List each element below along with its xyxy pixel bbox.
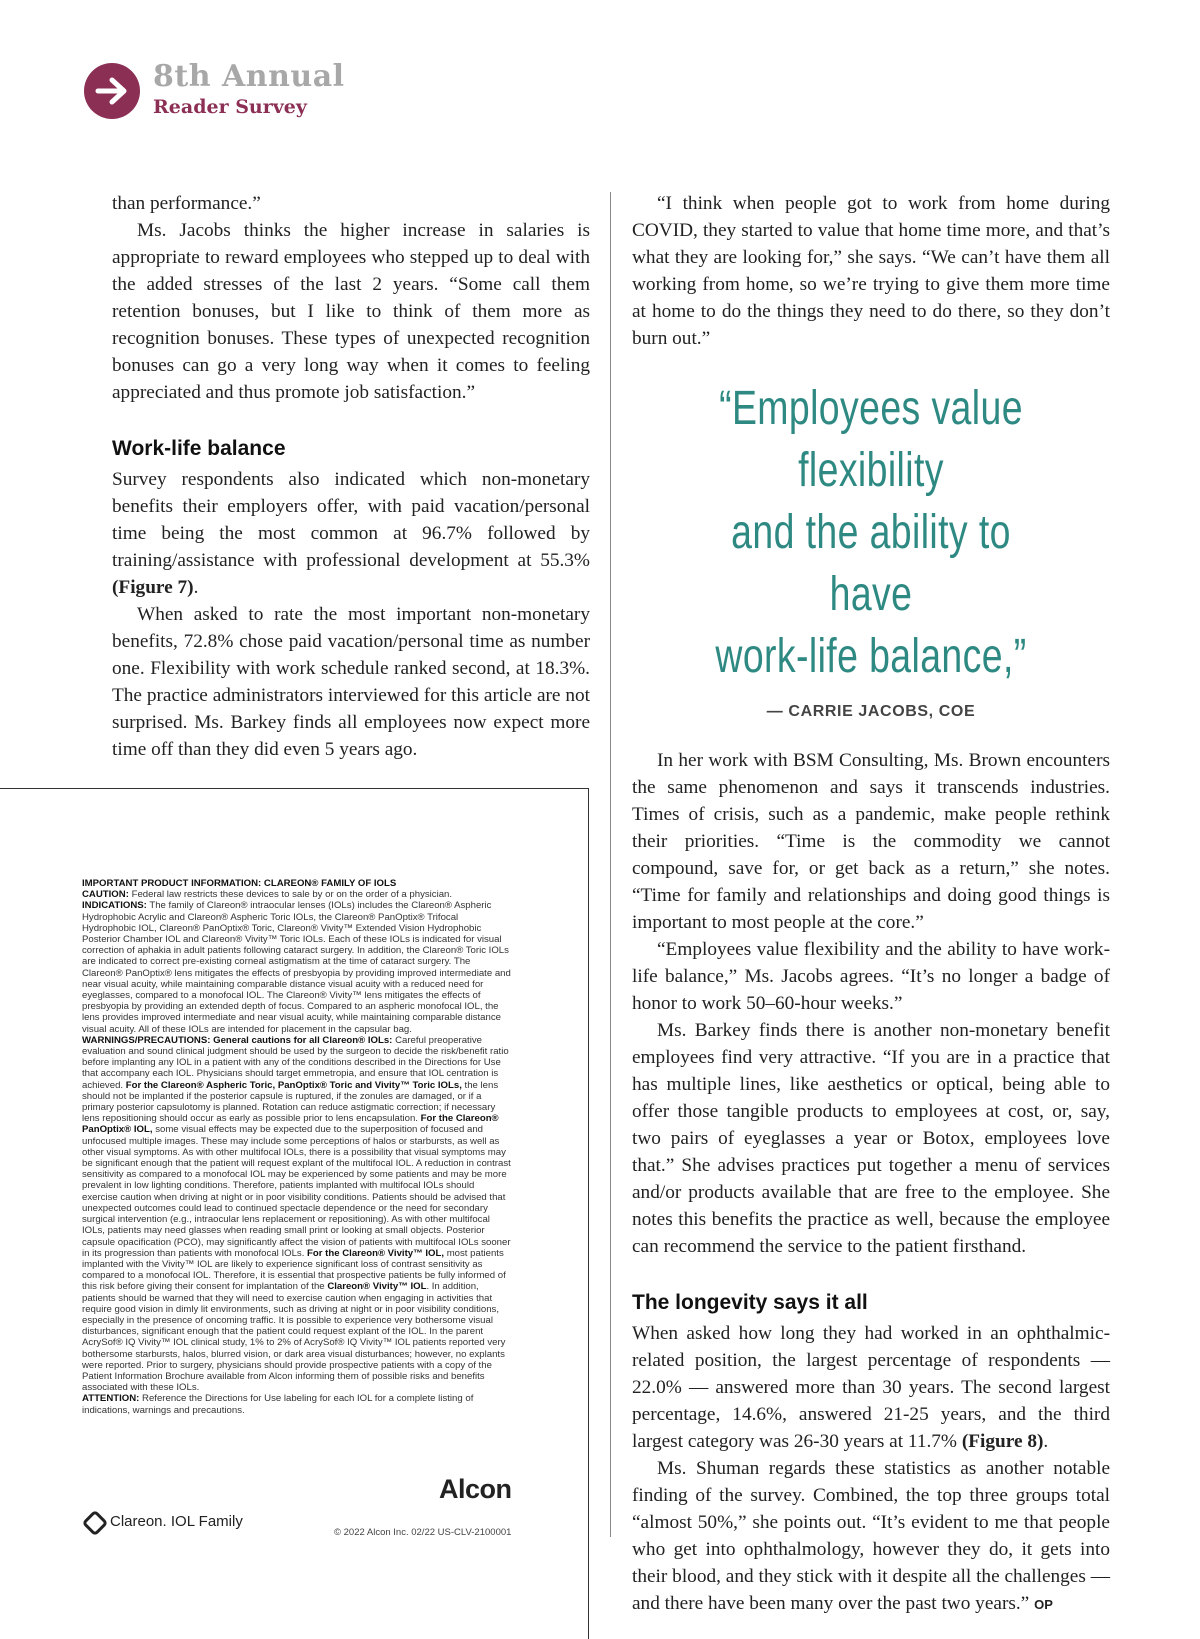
right-paragraph-1: “I think when people got to work from home during COVID, they started to value that home time more, and that’s what they are looking for,” she says. “We can’t have them all working from home, so we’re trying to give them more time at home to do the things they need to do there, so they don’t burn out.” — [632, 193, 1110, 349]
figure-8-reference: (Figure 8) — [961, 1431, 1044, 1452]
header-subtitle: Reader Survey — [153, 96, 307, 118]
pull-quote — [632, 378, 1110, 725]
pi-warnings-text: Careful preoperative evaluation and sound clinical judgment should be used by the surgeon to decide the risk/benefit ratio before implanting any IOL in a patient with any of the conditions described in the Directions for Use that accompany each IOL. Physicians should target emmetropia, and ensure that IOL centration is achieved. — [82, 1034, 509, 1091]
pi-indications-label: INDICATIONS: — [82, 900, 147, 912]
pi-vivity-label: For the Clareon® Vivity™ IOL, — [307, 1247, 445, 1259]
left-paragraph-3-end: . — [193, 577, 199, 598]
clareon-mark-icon — [82, 1510, 108, 1536]
right-paragraph-4: Ms. Barkey finds there is another non-monetary benefit employees find very attractive. “If you are in a practice that has multiple lines, like aesthetics or optical, being able to offer those tangible products to employees at cost, or, say, two pairs of eyeglasses a year or Botox, employees love that.” She advises practices put together a menu of services and/or products available that are free to the employee. She notes this benefits the practice as well, because the employee can recommend the service to the patient firsthand. — [632, 1020, 1110, 1257]
pi-toric-label: For the Clareon® Aspheric Toric, PanOptix® Toric and Vivity™ Toric IOLs, — [125, 1079, 462, 1091]
right-column — [632, 190, 1110, 1618]
arrow-right-icon — [84, 63, 140, 119]
pi-toric-text: the lens should not be implanted if the posterior capsule is ruptured, if the zonules are damaged, or if a primary posterior capsulotomy is planned. Rotation can reduce astigmatic correction; if necessary lens repositioning should occur as early as possible prior to lens encapsulation. — [82, 1079, 499, 1125]
pi-vivity-bold-2: Clareon® Vivity™ IOL — [327, 1281, 427, 1293]
ad-copyright: © 2022 Alcon Inc. 02/22 US-CLV-2100001 — [334, 1527, 512, 1538]
pull-quote-line-1: “Employees value flexibility — [719, 382, 1023, 497]
left-paragraph-4: When asked to rate the most important non-monetary benefits, 72.8% chose paid vacation/personal time as number one. Flexibility with work schedule ranked second, at 18.3%. The practice administrators interviewed for this article are not surprised. Ms. Barkey finds all employees now expect more time off than they did even 5 years ago. — [112, 604, 590, 760]
pi-vivity-text-a: most patients implanted with the Vivity™ IOL are likely to experience significant loss of contrast sensitivity as compared to a monofocal IOL. Therefore, it is essential that prospective patients be fully informed of this risk before giving their consent for implantation of the — [82, 1247, 506, 1293]
pull-quote-attribution: — CARRIE JACOBS, COE — [766, 703, 976, 720]
right-paragraph-2: In her work with BSM Consulting, Ms. Brown encounters the same phenomenon and says it transcends industries. Times of crisis, such as a pandemic, make people rethink their priorities. “Time is the commodity we cannot compound, save for, or get back as a return,” she notes. “Time for family and relationships and doing good things is important to most people at the core.” — [632, 750, 1110, 933]
section-heading-longevity: The longevity says it all — [632, 1291, 868, 1314]
pull-quote-line-3: work-life balance,” — [715, 630, 1027, 683]
pi-vivity-text-b: . In addition, patients should be warned that they will need to exercise caution when engaging in activities that require good vision in dimly lit environments, such as driving at night or in poor visibility conditions, especially in the presence of oncoming traffic. It is possible to experience very bothersome visual disturbances, significant enough that the patient could request explant of the IOL. In the parent AcrySof® IQ Vivity™ IOL clinical study, 1% to 2% of AcrySof® IQ Vivity™ IOL patients reported very bothersome starbursts, halos, blurred vision, or dark area visual disturbances; however, no explants were reported. Prior to surgery, physicians should provide prospective patients with a copy of the Patient Information Brochure available from Alcon informing them of possible risks and benefits associated with these IOLs. — [82, 1281, 506, 1394]
end-mark: OP — [1034, 1597, 1053, 1612]
figure-7-reference: (Figure 7) — [112, 577, 194, 598]
survey-header — [84, 59, 384, 122]
left-paragraph-3 — [112, 466, 590, 601]
column-divider — [610, 192, 611, 1537]
pi-caution-label: CAUTION: — [82, 889, 129, 901]
right-paragraph-6-text: Ms. Shuman regards these statistics as another notable finding of the survey. Combined, the top three groups total “almost 50%,” she points out. “It’s evident to me that people who get into ophthalmology, however they do, it gets into their blood, and they stick with it despite all the challenges — and there have been many over the past two years.” — [632, 1458, 1110, 1614]
left-paragraph-1: than performance.” — [112, 193, 261, 214]
left-paragraph-2: Ms. Jacobs thinks the higher increase in salaries is appropriate to reward employees who stepped up to deal with the added stresses of the last 2 years. “Some call them retention bonuses, but I like to think of them more as recognition bonuses. These types of unexpected recognition bonuses can go a very long way when it comes to feeling appreciated and thus promote job satisfaction.” — [112, 220, 590, 403]
pi-attention-text: Reference the Directions for Use labeling for each IOL for a complete listing of indications, warnings and precautions. — [82, 1393, 474, 1416]
pi-indications-text: The family of Clareon® intraocular lenses (IOLs) includes the Clareon® Aspheric Hydrophobic Acrylic and Clareon® Aspheric Toric IOLs, the Clareon® PanOptix® Trifocal Hydrophobic IOL, Clareon® PanOptix® Toric, Clareon® Vivity™ Extended Vision Hydrophobic Posterior Chamber IOL and Clareon® Vivity™ Toric IOLs. Each of these IOLs is indicated for visual correction of aphakia in adult patients following cataract surgery. In addition, the Clareon® Toric IOLs are indicated to correct pre-existing corneal astigmatism at the time of cataract surgery. The Clareon® PanOptix® lens mitigates the effects of presbyopia by providing improved intermediate and near visual acuity, while maintaining comparable distance visual acuity with a reduced need for eyeglasses, compared to a monofocal IOL. The Clareon® Vivity™ lens mitigates the effects of presbyopia by providing an extended depth of focus. Compared to an aspheric monofocal IOL, the lens provides improved intermediate and near visual acuity, while maintaining comparable distance visual acuity. All of these IOLs are intended for placement in the capsular bag. — [82, 900, 511, 1035]
right-paragraph-5 — [632, 1320, 1110, 1455]
pi-title: IMPORTANT PRODUCT INFORMATION: CLAREON® FAMILY OF IOLS — [82, 878, 397, 889]
pi-panoptix-text: some visual effects may be expected due to the superposition of focused and unfocused multiple images. These may include some perceptions of halos or starbursts, as well as other visual symptoms. As with other multifocal IOLs, there is a possibility that visual symptoms may be significant enough that the patient will request explant of the multifocal IOL. A reduction in contrast sensitivity as compared to a monofocal IOL may be experienced by some patients and may be more prevalent in low lighting conditions. Therefore, patients implanted with multifocal IOLs should exercise caution when driving at night or in poor visibility conditions. Patients should be advised that unexpected outcomes could lead to continued spectacle dependence or the need for secondary surgical intervention (e.g., intraocular lens replacement or repositioning). As with other multifocal IOLs, patients may need glasses when reading small print or looking at small objects. Posterior capsule opacification (PCO), may significantly affect the vision of patients with multifocal IOLs sooner in its progression than patients with monofocal IOLs. — [82, 1124, 511, 1259]
pi-caution-text: Federal law restricts these devices to sale by or on the order of a physician. — [131, 889, 453, 901]
pi-panoptix-label: For the Clareon® PanOptix® IOL, — [82, 1113, 499, 1136]
product-information — [82, 878, 512, 1416]
alcon-logo: Alcon — [439, 1474, 512, 1504]
left-paragraph-3-text: Survey respondents also indicated which non-monetary benefits their employers offer, with paid vacation/personal time being the most common at 96.7% followed by training/assistance with professional development at 55.3% — [112, 469, 590, 571]
left-column — [112, 190, 590, 763]
right-paragraph-5-text: When asked how long they had worked in an ophthalmic-related position, the largest percentage of respondents — 22.0% — answered more than 30 years. The second largest percentage, 14.6%, answered 21-25 years, and the third largest category was 26-30 years at 11.7% — [632, 1323, 1110, 1452]
clareon-wordmark: Clareon. IOL Family — [110, 1513, 243, 1530]
section-heading-work-life: Work-life balance — [112, 437, 286, 460]
right-paragraph-6 — [632, 1455, 1110, 1618]
header-title: 8th Annual — [153, 59, 345, 94]
pi-warnings-label: WARNINGS/PRECAUTIONS: General cautions for all Clareon® IOLs: — [82, 1034, 393, 1046]
right-paragraph-3: “Employees value flexibility and the ability to have work-life balance,” Ms. Jacobs agrees. “It’s no longer a badge of honor to work 50–60-hour weeks.” — [632, 939, 1110, 1014]
pi-attention-label: ATTENTION: — [82, 1393, 140, 1405]
right-paragraph-5-end: . — [1043, 1431, 1049, 1452]
pull-quote-line-2: and the ability to have — [731, 506, 1011, 621]
